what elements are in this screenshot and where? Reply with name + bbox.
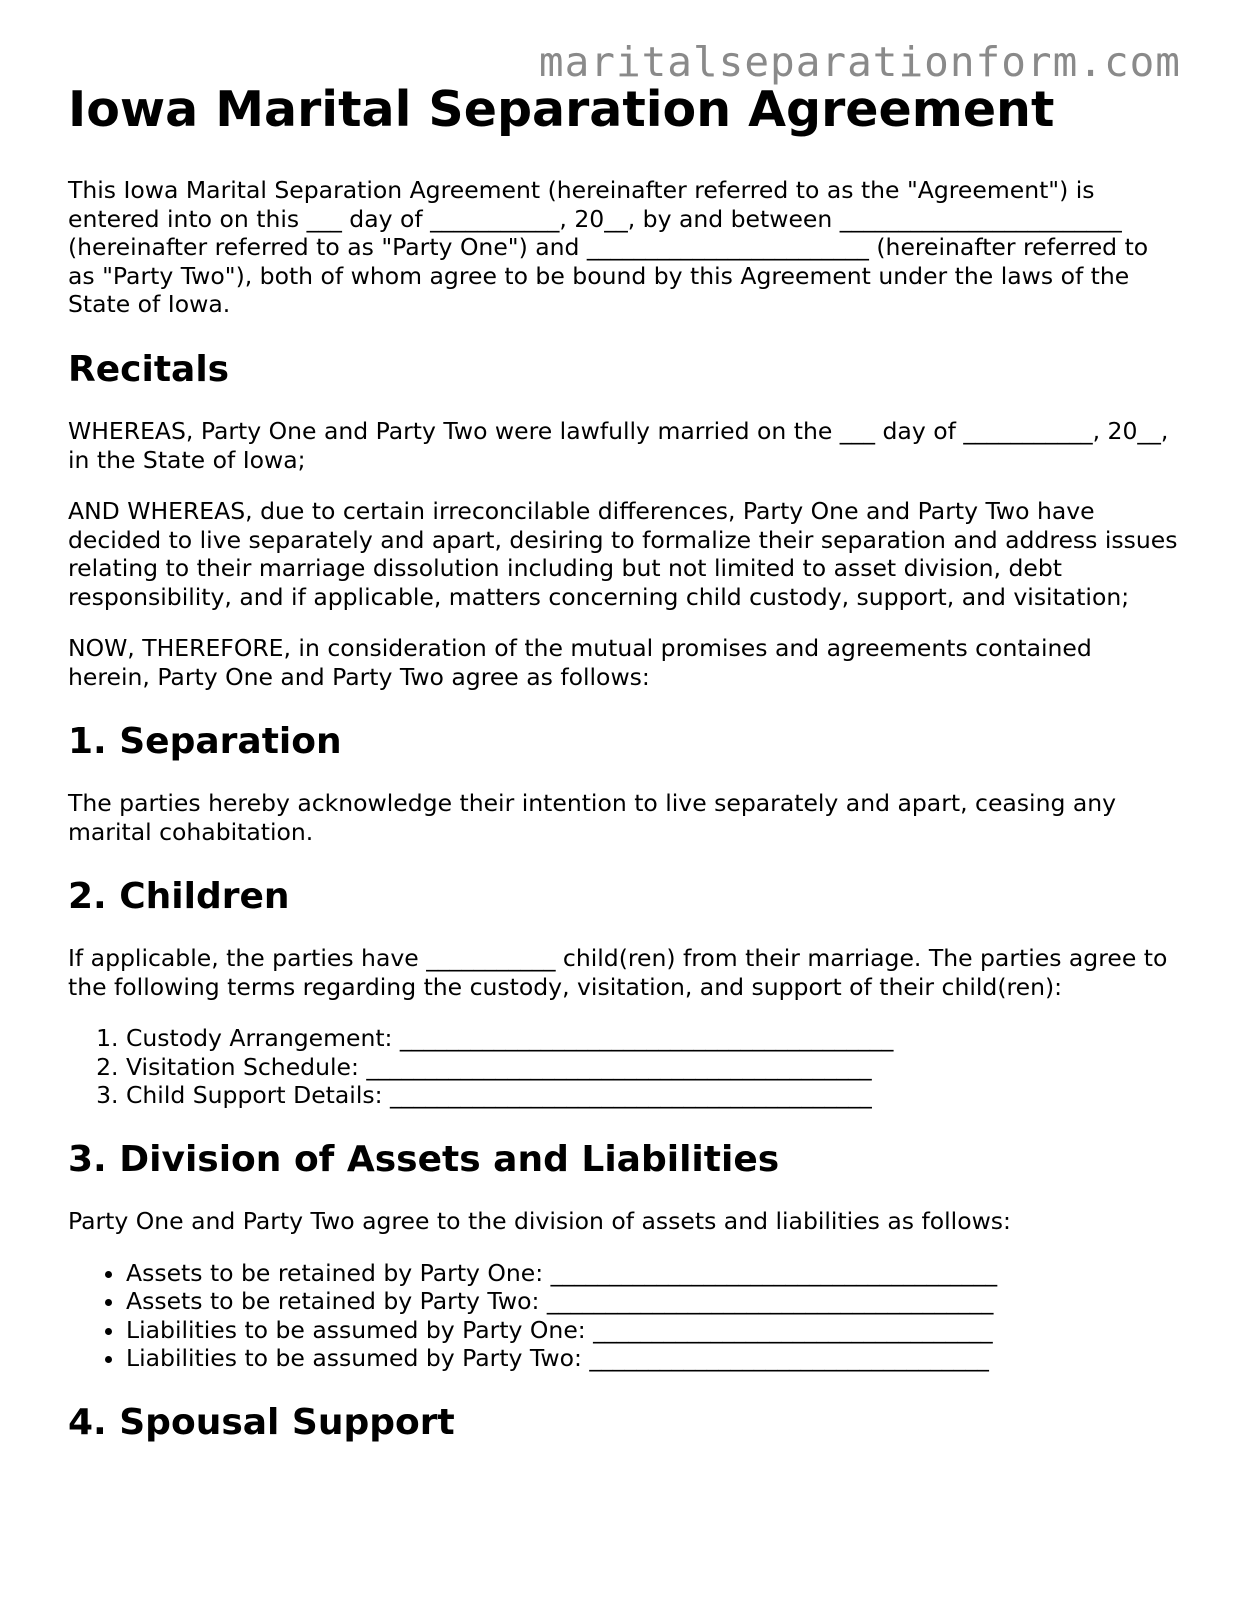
list-item: • Liabilities to be assumed by Party Two: __________________________________ [126,1344,1178,1373]
list-item: 2. Visitation Schedule: ___________________________________________ [126,1053,1178,1082]
assets-heading: 3. Division of Assets and Liabilities [68,1138,780,1180]
document-title: Iowa Marital Separation Agreement [68,81,1055,138]
separation-paragraph: The parties hereby acknowledge their intention to live separately and apart, ceasing any marital cohabitation. [68,789,1117,846]
children-heading: 2. Children [68,876,290,918]
children-paragraph: If applicable, the parties have ___________ child(ren) from their marriage. The parties agree to the following terms regarding the custody, visitation, and support of their child(ren): [68,944,1168,1001]
list-item: • Assets to be retained by Party Two: ______________________________________ [126,1287,1178,1316]
spousal-support-heading: 4. Spousal Support [68,1401,455,1443]
site-watermark: maritalseparationform.com [538,38,1181,86]
list-item: 3. Child Support Details: _________________________________________ [126,1081,1178,1110]
assets-paragraph: Party One and Party Two agree to the division of assets and liabilities as follows: [68,1207,1011,1236]
recitals-paragraph-1: WHEREAS, Party One and Party Two were lawfully married on the ___ day of ___________, 20__, in the State of Iowa; [68,417,1169,474]
recitals-heading: Recitals [68,348,230,390]
recitals-paragraph-3: NOW, THEREFORE, in consideration of the mutual promises and agreements contained herein, Party One and Party Two agree as follows: [68,634,1092,691]
recitals-paragraph-2: AND WHEREAS, due to certain irreconcilable differences, Party One and Party Two have decided to live separately and apart, desiring to formalize their separation and address issues relating to their marriage dissolution including but not limited to asset division, debt responsibility, and if applicable, matters concerning child custody, support, and visitation; [68,497,1178,611]
document-body [68,82,1178,1470]
children-terms-list [68,1024,1178,1110]
assets-list [68,1259,1178,1373]
list-item: 1. Custody Arrangement: __________________________________________ [126,1024,1178,1053]
separation-heading: 1. Separation [68,721,342,763]
list-item: • Liabilities to be assumed by Party One: __________________________________ [126,1316,1178,1345]
list-item: • Assets to be retained by Party One: ______________________________________ [126,1259,1178,1288]
intro-paragraph: This Iowa Marital Separation Agreement (hereinafter referred to as the "Agreement") is entered into on this ___ day of ___________, 20__, by and between ________________________ (hereinafter referred to as "Party One") and ________________________ (hereinafter referred to as "Party Two"), both of whom agree to be bound by this Agreement under the laws of the State of Iowa. [68,176,1149,319]
